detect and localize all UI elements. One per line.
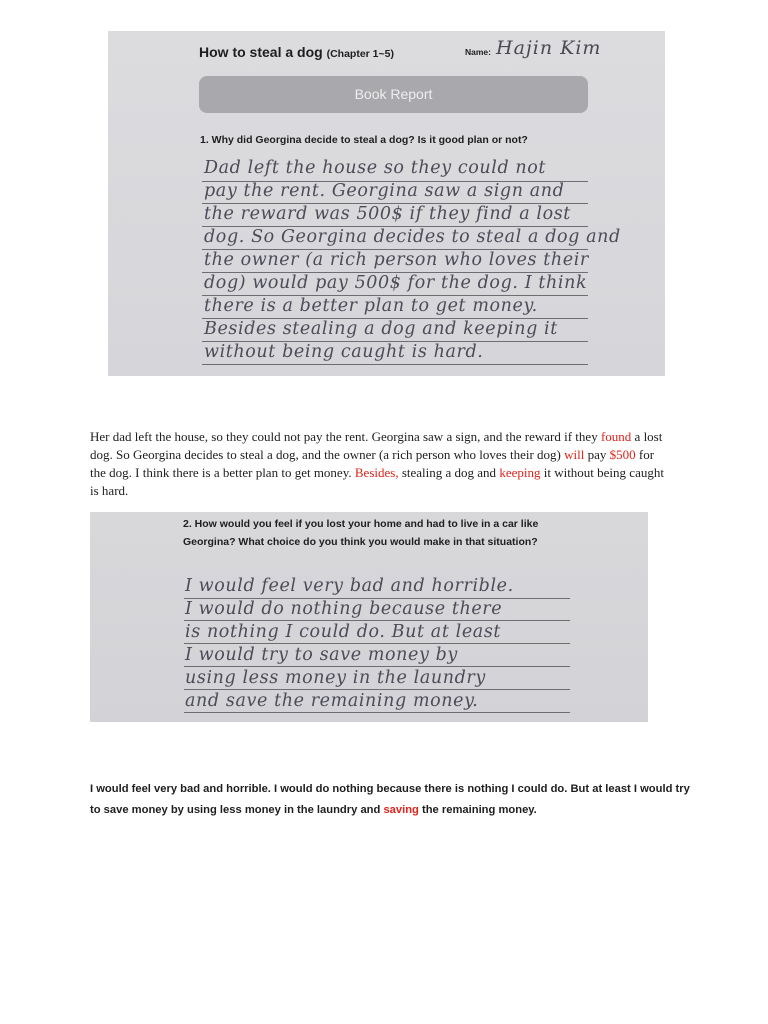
handwriting-line: Besides stealing a dog and keeping it (204, 319, 558, 339)
handwriting-line: the reward was 500$ if they find a lost (204, 204, 571, 224)
typed-answer-2 (90, 779, 690, 821)
handwriting-line: using less money in the laundry (185, 668, 486, 688)
answer-text: for the dog. I think there is a better plan to get money. (90, 447, 655, 480)
student-name: Hajin Kim (496, 37, 602, 59)
typed-answer-1 (90, 428, 665, 500)
answer-text: a lost dog. So Georgina decides to steal a dog, and the owner (a rich person who loves their dog) (90, 429, 663, 462)
handwriting-line: pay the rent. Georgina saw a sign and (204, 181, 565, 201)
handwriting-line: without being caught is hard. (204, 342, 484, 362)
correction-word: found (600, 429, 632, 444)
answer-text: it without being caught is hard. (90, 465, 664, 498)
handwriting-line: I would do nothing because there (185, 599, 503, 619)
handwriting-line: there is a better plan to get money. (204, 296, 538, 316)
worksheet-title-text: How to steal a dog (199, 44, 323, 60)
worksheet-photo-2 (90, 512, 648, 722)
answer-text: pay (584, 447, 610, 462)
handwriting-line: I would feel very bad and horrible. (185, 576, 514, 596)
correction-word: keeping (499, 465, 541, 480)
answer-text: the remaining money. (418, 804, 537, 816)
question-1: 1. Why did Georgina decide to steal a dog? Is it good plan or not? (200, 134, 528, 146)
handwriting-line: the owner (a rich person who loves their (204, 250, 589, 270)
handwriting-line: and save the remaining money. (185, 691, 479, 711)
worksheet-photo-1 (108, 31, 665, 376)
answer-text: Her dad left the house, so they could not pay the rent. Georgina saw a sign, and the reward if they (90, 429, 601, 444)
name-label: Name: (465, 47, 491, 57)
writing-line (184, 689, 570, 690)
handwriting-line: dog. So Georgina decides to steal a dog and (204, 227, 621, 247)
correction-word: will (564, 447, 585, 462)
handwriting-line: dog) would pay 500$ for the dog. I think (204, 273, 588, 293)
handwriting-line: is nothing I could do. But at least (185, 622, 502, 642)
writing-line (202, 364, 588, 365)
correction-word: saving (383, 804, 419, 816)
correction-word: Besides, (354, 465, 399, 480)
writing-line (184, 666, 570, 667)
writing-line (184, 620, 570, 621)
correction-word: $500 (609, 447, 636, 462)
handwriting-line: Dad left the house so they could not (204, 158, 547, 178)
answer-text: stealing a dog and (398, 465, 500, 480)
question-2: 2. How would you feel if you lost your home and had to live in a car like Georgina? What choice do you think you would make in that situation? (183, 518, 539, 548)
worksheet-chapter: (Chapter 1~5) (326, 48, 394, 60)
handwriting-line: I would try to save money by (185, 645, 458, 665)
worksheet-title (199, 44, 394, 60)
writing-line (184, 643, 570, 644)
book-report-banner: Book Report (199, 76, 588, 113)
answer-text: I would feel very bad and horrible. I would do nothing because there is nothing I could do. But at least I would try to save money by using less money in the laundry and (90, 783, 690, 816)
writing-line (184, 712, 570, 713)
